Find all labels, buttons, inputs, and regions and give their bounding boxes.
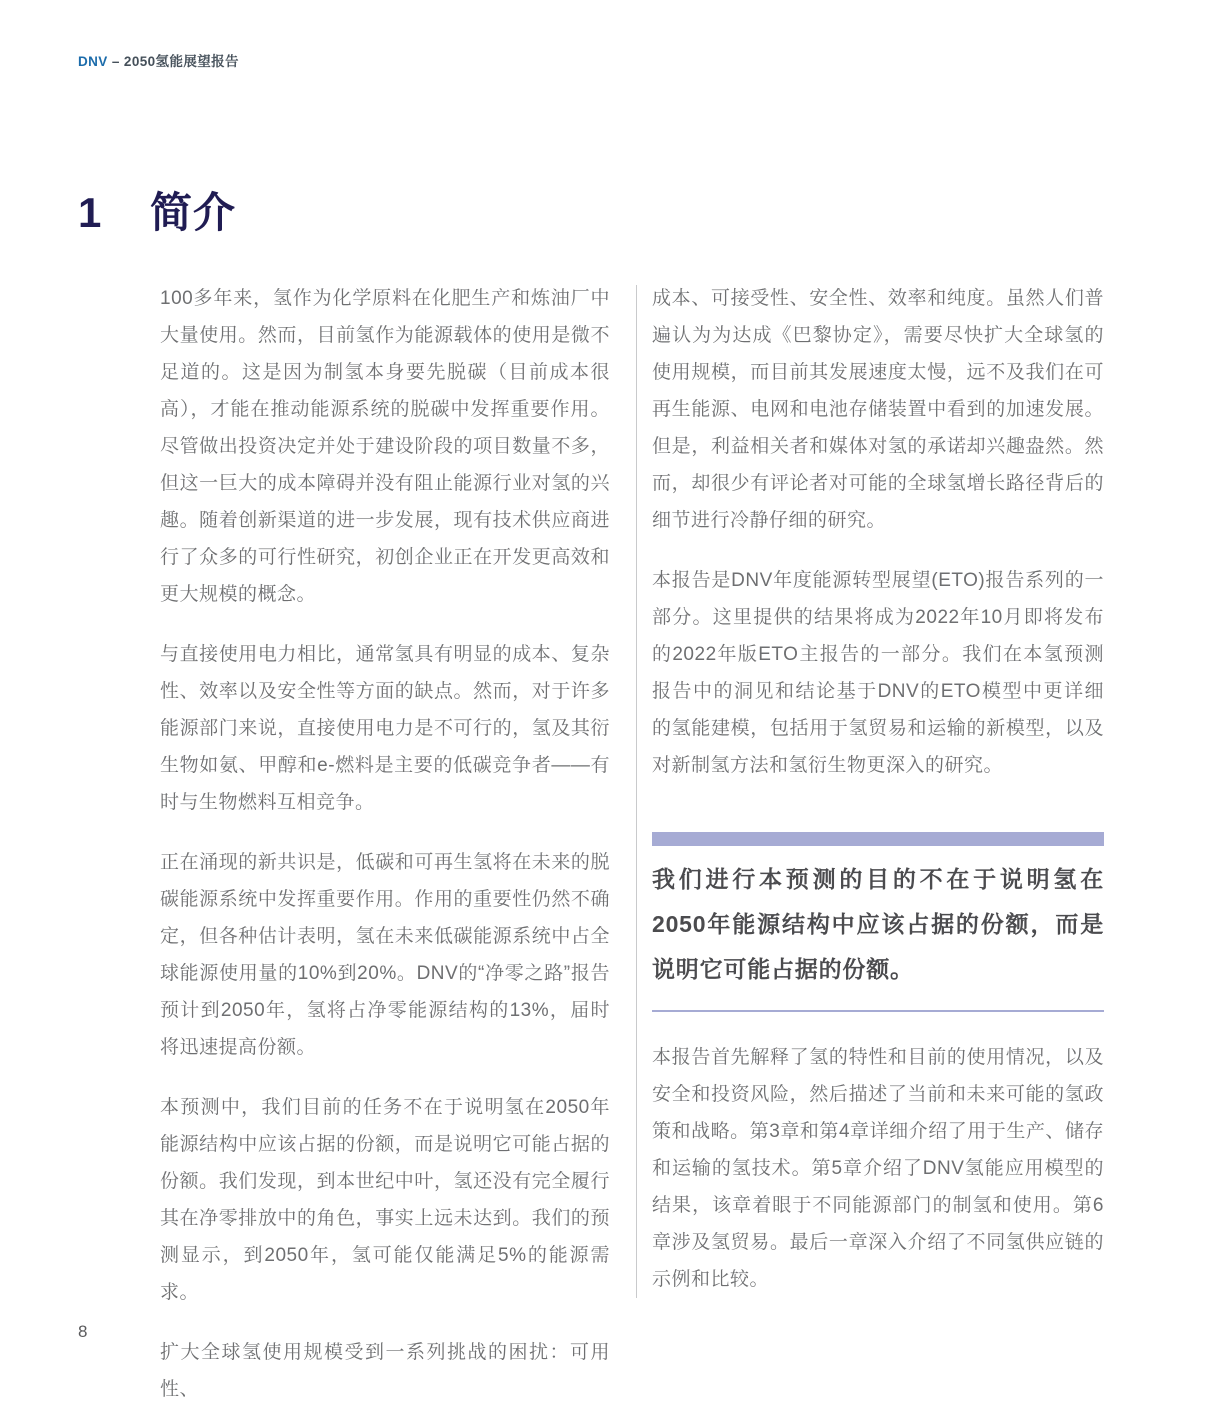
body-paragraph: 100多年来，氢作为化学原料在化肥生产和炼油厂中大量使用。然而，目前氢作为能源载体的使用是微不足道的。这是因为制氢本身要先脱碳（目前成本很高），才能在推动能源系统的脱碳中发挥重要作用。尽管做出投资决定并处于建设阶段的项目数量不多，但这一巨大的成本障碍并没有阻止能源行业对氢的兴趣。随着创新渠道的进一步发展，现有技术供应商进行了众多的可行性研究，初创企业正在开发更高效和更大规模的概念。	[160, 288, 610, 605]
right-column	[652, 280, 1104, 1321]
pull-quote-box	[652, 832, 1104, 1012]
column-divider	[636, 285, 637, 1298]
chapter-heading	[78, 180, 236, 240]
body-paragraph: 与直接使用电力相比，通常氢具有明显的成本、复杂性、效率以及安全性等方面的缺点。然而，对于许多能源部门来说，直接使用电力是不可行的，氢及其衍生物如氨、甲醇和e-燃料是主要的低碳竞争者——有时与生物燃料互相竞争。	[160, 644, 610, 813]
document-title: – 2050氢能展望报告	[111, 54, 239, 69]
left-column	[160, 280, 610, 1417]
body-paragraph: 正在涌现的新共识是，低碳和可再生氢将在未来的脱碳能源系统中发挥重要作用。作用的重要性仍然不确定，但各种估计表明，氢在未来低碳能源系统中占全球能源使用量的10%到20%。DNV的“净零之路”报告预计到2050年，氢将占净零能源结构的13%，届时将迅速提高份额。	[160, 852, 610, 1058]
chapter-title: 简介	[150, 189, 237, 236]
chapter-number: 1	[78, 189, 102, 236]
brand-logo: DNV	[78, 54, 108, 69]
body-paragraph: 本报告首先解释了氢的特性和目前的使用情况，以及安全和投资风险，然后描述了当前和未来可能的氢政策和战略。第3章和第4章详细介绍了用于生产、储存和运输的氢技术。第5章介绍了DNV氢能应用模型的结果，该章着眼于不同能源部门的制氢和使用。第6章涉及氢贸易。最后一章深入介绍了不同氢供应链的示例和比较。	[652, 1047, 1104, 1290]
body-paragraph: 本预测中，我们目前的任务不在于说明氢在2050年能源结构中应该占据的份额，而是说明它可能占据的份额。我们发现，到本世纪中叶，氢还没有完全履行其在净零排放中的角色，事实上远未达到。我们的预测显示，到2050年，氢可能仅能满足5%的能源需求。	[160, 1097, 610, 1303]
body-paragraph: 扩大全球氢使用规模受到一系列挑战的困扰：可用性、	[160, 1342, 610, 1400]
pull-quote-top-bar	[652, 832, 1104, 846]
body-paragraph: 本报告是DNV年度能源转型展望(ETO)报告系列的一部分。这里提供的结果将成为2022年10月即将发布的2022年版ETO主报告的一部分。我们在本氢预测报告中的洞见和结论基于DNV的ETO模型中更详细的氢能建模，包括用于氢贸易和运输的新模型，以及对新制氢方法和氢衍生物更深入的研究。	[652, 570, 1104, 776]
page-footer	[78, 1322, 87, 1342]
body-paragraph: 成本、可接受性、安全性、效率和纯度。虽然人们普遍认为为达成《巴黎协定》，需要尽快扩大全球氢的使用规模，而目前其发展速度太慢，远不及我们在可再生能源、电网和电池存储装置中看到的加速发展。但是，利益相关者和媒体对氢的承诺却兴趣盎然。然而，却很少有评论者对可能的全球氢增长路径背后的细节进行冷静仔细的研究。	[652, 288, 1104, 531]
page-number: 8	[78, 1322, 88, 1341]
pull-quote-text: 我们进行本预测的目的不在于说明氢在2050年能源结构中应该占据的份额，而是说明它可能占据的份额。	[652, 866, 1104, 982]
two-column-layout	[160, 280, 1105, 1417]
page-header	[78, 50, 239, 70]
